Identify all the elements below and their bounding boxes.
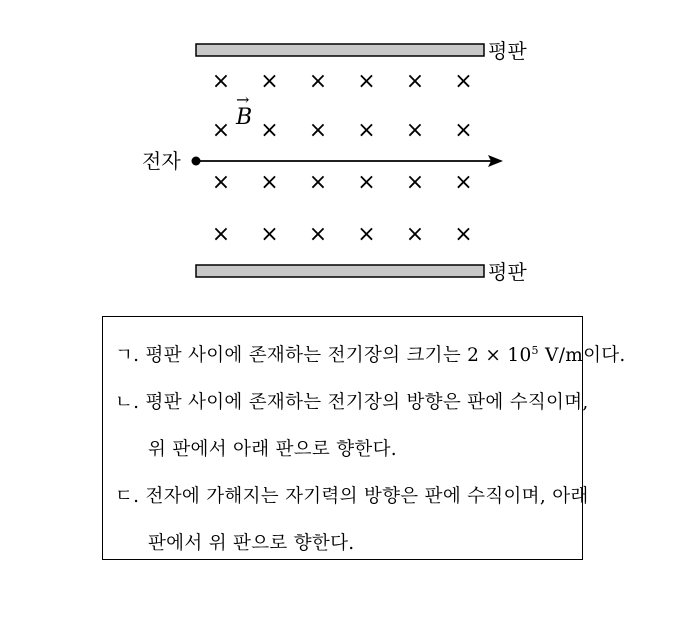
field-cross-mark: × xyxy=(405,69,425,94)
field-cross-mark: × xyxy=(454,222,473,247)
field-cross-mark: × xyxy=(308,170,328,195)
statement-c-line-1: ㄷ. 전자에 가해지는 자기력의 방향은 판에 수직이며, 아래 xyxy=(115,486,589,507)
field-cross-mark: × xyxy=(211,170,231,195)
bottom-plate xyxy=(196,265,484,277)
field-cross-mark: × xyxy=(454,118,473,143)
field-cross-mark: × xyxy=(454,170,473,195)
field-cross-mark: × xyxy=(405,222,425,247)
field-cross-mark: × xyxy=(405,118,425,143)
field-cross-mark: × xyxy=(357,69,376,94)
field-cross-mark: × xyxy=(260,69,279,94)
top-plate xyxy=(196,44,484,56)
statement-box xyxy=(102,316,626,560)
field-cross-mark: × xyxy=(260,222,279,247)
field-cross-mark: × xyxy=(357,118,376,143)
field-symbol-arrow: → xyxy=(236,90,250,109)
field-cross-mark: × xyxy=(454,69,473,94)
field-cross-mark: × xyxy=(357,222,376,247)
top-plate-label: 평판 xyxy=(488,39,527,63)
statement-b-line-1: ㄴ. 평판 사이에 존재하는 전기장의 방향은 판에 수직이며, xyxy=(115,392,589,413)
magnetic-field-crosses xyxy=(212,69,473,247)
statement-a-unit: V/m이다. xyxy=(538,345,626,366)
field-cross-mark: × xyxy=(211,69,231,94)
field-cross-mark: × xyxy=(211,118,231,143)
electron-label: 전자 xyxy=(142,149,181,173)
statement-a-text: ㄱ. 평판 사이에 존재하는 전기장의 크기는 2 × 10 xyxy=(115,345,532,366)
field-cross-mark: × xyxy=(308,69,328,94)
field-cross-mark: × xyxy=(308,118,328,143)
statement-a xyxy=(115,327,626,379)
field-symbol: B xyxy=(236,105,253,130)
field-cross-mark: × xyxy=(211,222,231,247)
bottom-plate-label: 평판 xyxy=(488,260,527,284)
statement-c-line-2: 판에서 위 판으로 향한다. xyxy=(148,533,355,554)
field-cross-mark: × xyxy=(260,118,279,143)
field-cross-mark: × xyxy=(405,170,425,195)
field-cross-mark: × xyxy=(260,170,279,195)
magnetic-field-label xyxy=(235,90,252,130)
field-cross-mark: × xyxy=(308,222,328,247)
field-cross-mark: × xyxy=(357,170,376,195)
statement-a-exponent: 5 xyxy=(531,344,539,357)
statement-b-line-2: 위 판에서 아래 판으로 향한다. xyxy=(148,439,397,460)
